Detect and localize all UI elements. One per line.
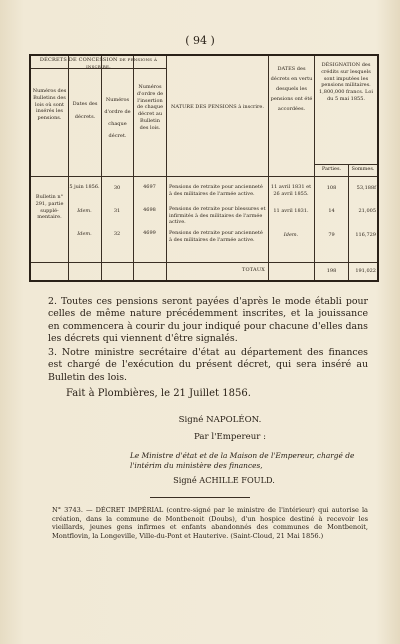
total-sommes: 191,022 — [355, 268, 376, 274]
table-row-insertion: 4698 — [143, 207, 156, 213]
table-row-ordre: 32 — [113, 231, 121, 237]
table-row-parties: 14 — [328, 208, 335, 214]
table-row-nature: Pensions de retraite pour ancienneté à des militaires de l'armée active. — [169, 184, 263, 197]
col-nature: NATURE DES PENSIONS à inscrire. — [171, 104, 264, 110]
table-row-ordre: 31 — [113, 208, 121, 214]
table-row-sommes: 53,188f — [356, 185, 376, 191]
table-row-insertion: 4699 — [143, 230, 156, 236]
table-row-parties: 108 — [326, 185, 337, 191]
table-row-dates: 11 avril 1831 et 26 avril 1855. — [270, 184, 312, 197]
table-row-sommes: 116,729 — [355, 232, 376, 238]
bulletin-cell: Bulletin n° 291, partie supplé-mentaire. — [35, 194, 64, 221]
table-row-dates: 11 avril 1831. — [273, 208, 309, 214]
col-insertion: Numéros d'ordre de l'insertion de chaque décret au Bulletin des lois. — [136, 84, 164, 131]
signature-fould: Signé ACHILLE FOULD. — [173, 475, 275, 485]
table-row-ordre: 30 — [113, 185, 121, 191]
table-row-nature: Pensions de retraite pour ancienneté à des militaires de l'armée active. — [169, 230, 263, 243]
col-ordre: Numéros d'ordre de chaque décret. — [104, 97, 131, 139]
table-row-date: Idem. — [77, 231, 92, 237]
table-row-insertion: 4697 — [143, 184, 156, 190]
separator-rule — [150, 497, 250, 498]
par-empereur: Par l'Empereur : — [194, 432, 266, 442]
signing-place-date: Fait à Plombières, le 21 Juillet 1856. — [66, 388, 251, 399]
totals-label: TOTAUX — [241, 267, 265, 273]
page-number: ( 94 ) — [185, 34, 215, 47]
signature-napoleon: Signé NAPOLÉON. — [178, 415, 262, 425]
header-group: DÉCRETS DE CONCESSION de pensions à inscrire. — [39, 57, 158, 70]
col-parties: Parties. — [321, 166, 342, 172]
col-dates-decrets: DATES des décrets en vertu desquels les pensions ont été accordées. — [270, 66, 313, 112]
total-parties: 198 — [326, 268, 337, 274]
decree-3743: N° 3743. — DÉCRET IMPÉRIAL (contre-signé par le ministre de l'intérieur) qui autorise la création, dans la commune de Montbenoit (Doubs), d'un hospice destiné à recevoir les vieillards, jeunes gens infirmes et enfants abandonnés des communes de Montbenoit, Montflovin, la Longeville, Ville-du-Pont et Hauterive. (Saint-Cloud, 21 Mai 1856.) — [52, 506, 368, 540]
paragraph-2: 2. Toutes ces pensions seront payées d'après le mode établi pour celles de même nature précédemment inscrites, et la jouissance en commencera à courir du jour indiqué pour chacune d'elles dans les décrets qui viennent d'être signalés. — [48, 296, 368, 345]
table-row-parties: 79 — [328, 232, 335, 238]
col-designation: DÉSIGNATION des crédits sur lesquels sont imputées les pensions militaires. 1,800,000 francs. Loi du 5 mai 1855. — [319, 62, 373, 102]
pensions-table — [29, 54, 379, 282]
table-row-date: 5 juin 1856. — [69, 184, 100, 190]
table-row-nature: Pensions de retraite pour blessures et infirmités à des militaires de l'armée active. — [169, 206, 266, 225]
col-dates: Dates des décrets. — [72, 101, 98, 120]
paragraph-3: 3. Notre ministre secrétaire d'état au département des finances est chargé de l'exécution du présent décret, qui sera inséré au Bulletin des lois. — [48, 347, 368, 383]
table-row-dates: Idem. — [283, 232, 299, 238]
col-bulletins: Numéros des Bulletins des lois où sont insérés les pensions. — [32, 88, 67, 121]
col-sommes: Sommes. — [351, 166, 375, 172]
table-row-sommes: 21,005 — [358, 208, 376, 214]
minister-title: Le Ministre d'état et de la Maison de l'Empereur, chargé de l'intérim du ministère des finances, — [130, 451, 355, 470]
table-row-date: Idem. — [77, 208, 92, 214]
